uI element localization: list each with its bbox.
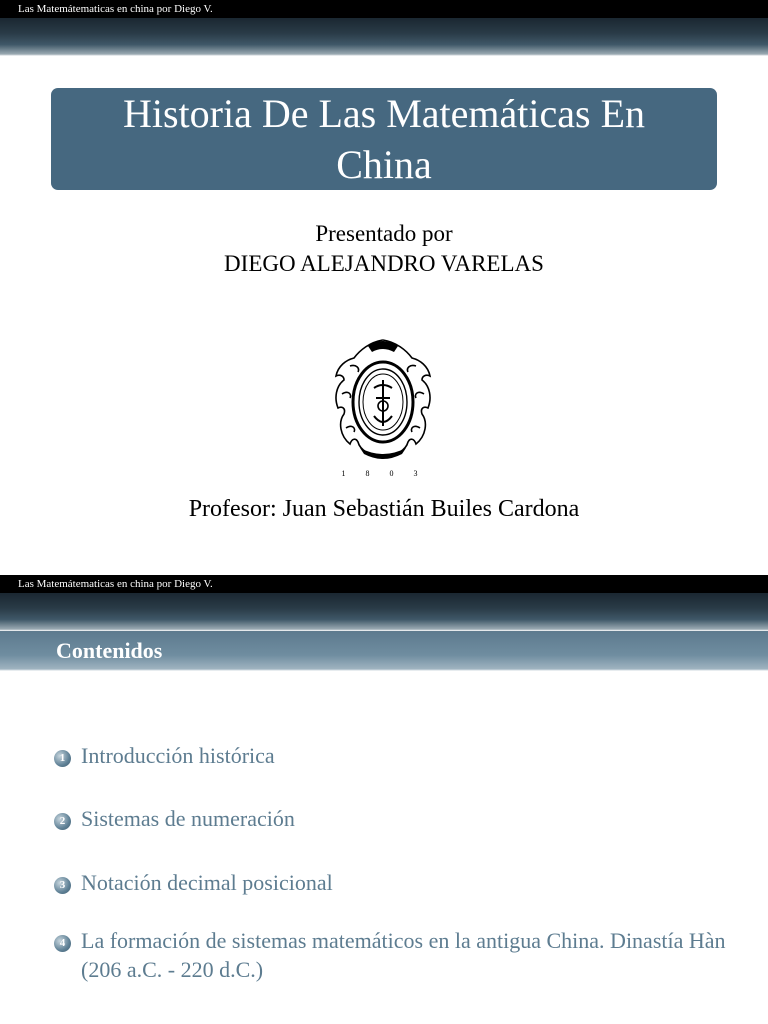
- toc-number-bullet: 3: [54, 877, 71, 894]
- toc-item-label: La formación de sistemas matemáticos en la antigua China. Dinastía Hàn (206 a.C. - 220 d.C.): [81, 928, 726, 982]
- toc-item-label: Sistemas de numeración: [81, 806, 295, 831]
- author-name: DIEGO ALEJANDRO VARELAS: [224, 251, 544, 276]
- toc-number-bullet: 4: [54, 935, 71, 952]
- contents-slide: [0, 575, 768, 1024]
- presented-by-label: Presentado por: [315, 221, 453, 246]
- header-band: [0, 18, 768, 56]
- header-band: [0, 593, 768, 631]
- toc-number-bullet: 2: [54, 813, 71, 830]
- title-box: [51, 88, 717, 190]
- toc-item-label: Notación decimal posicional: [81, 870, 333, 895]
- toc-item-label: Introducción histórica: [81, 743, 275, 768]
- professor-name: Profesor: Juan Sebastián Builes Cardona: [188, 496, 580, 522]
- presentation-title: Historia De Las Matemáticas En China: [122, 91, 646, 187]
- university-crest-logo: [330, 336, 436, 466]
- toc-number-bullet: 1: [54, 750, 71, 767]
- slide-headline: Las Matemátematicas en china por Diego V.: [0, 575, 768, 593]
- frame-title: Contenidos: [0, 631, 768, 671]
- crest-year: 1 8 0 3: [341, 469, 427, 478]
- slide-headline: Las Matemátematicas en china por Diego V.: [0, 0, 768, 18]
